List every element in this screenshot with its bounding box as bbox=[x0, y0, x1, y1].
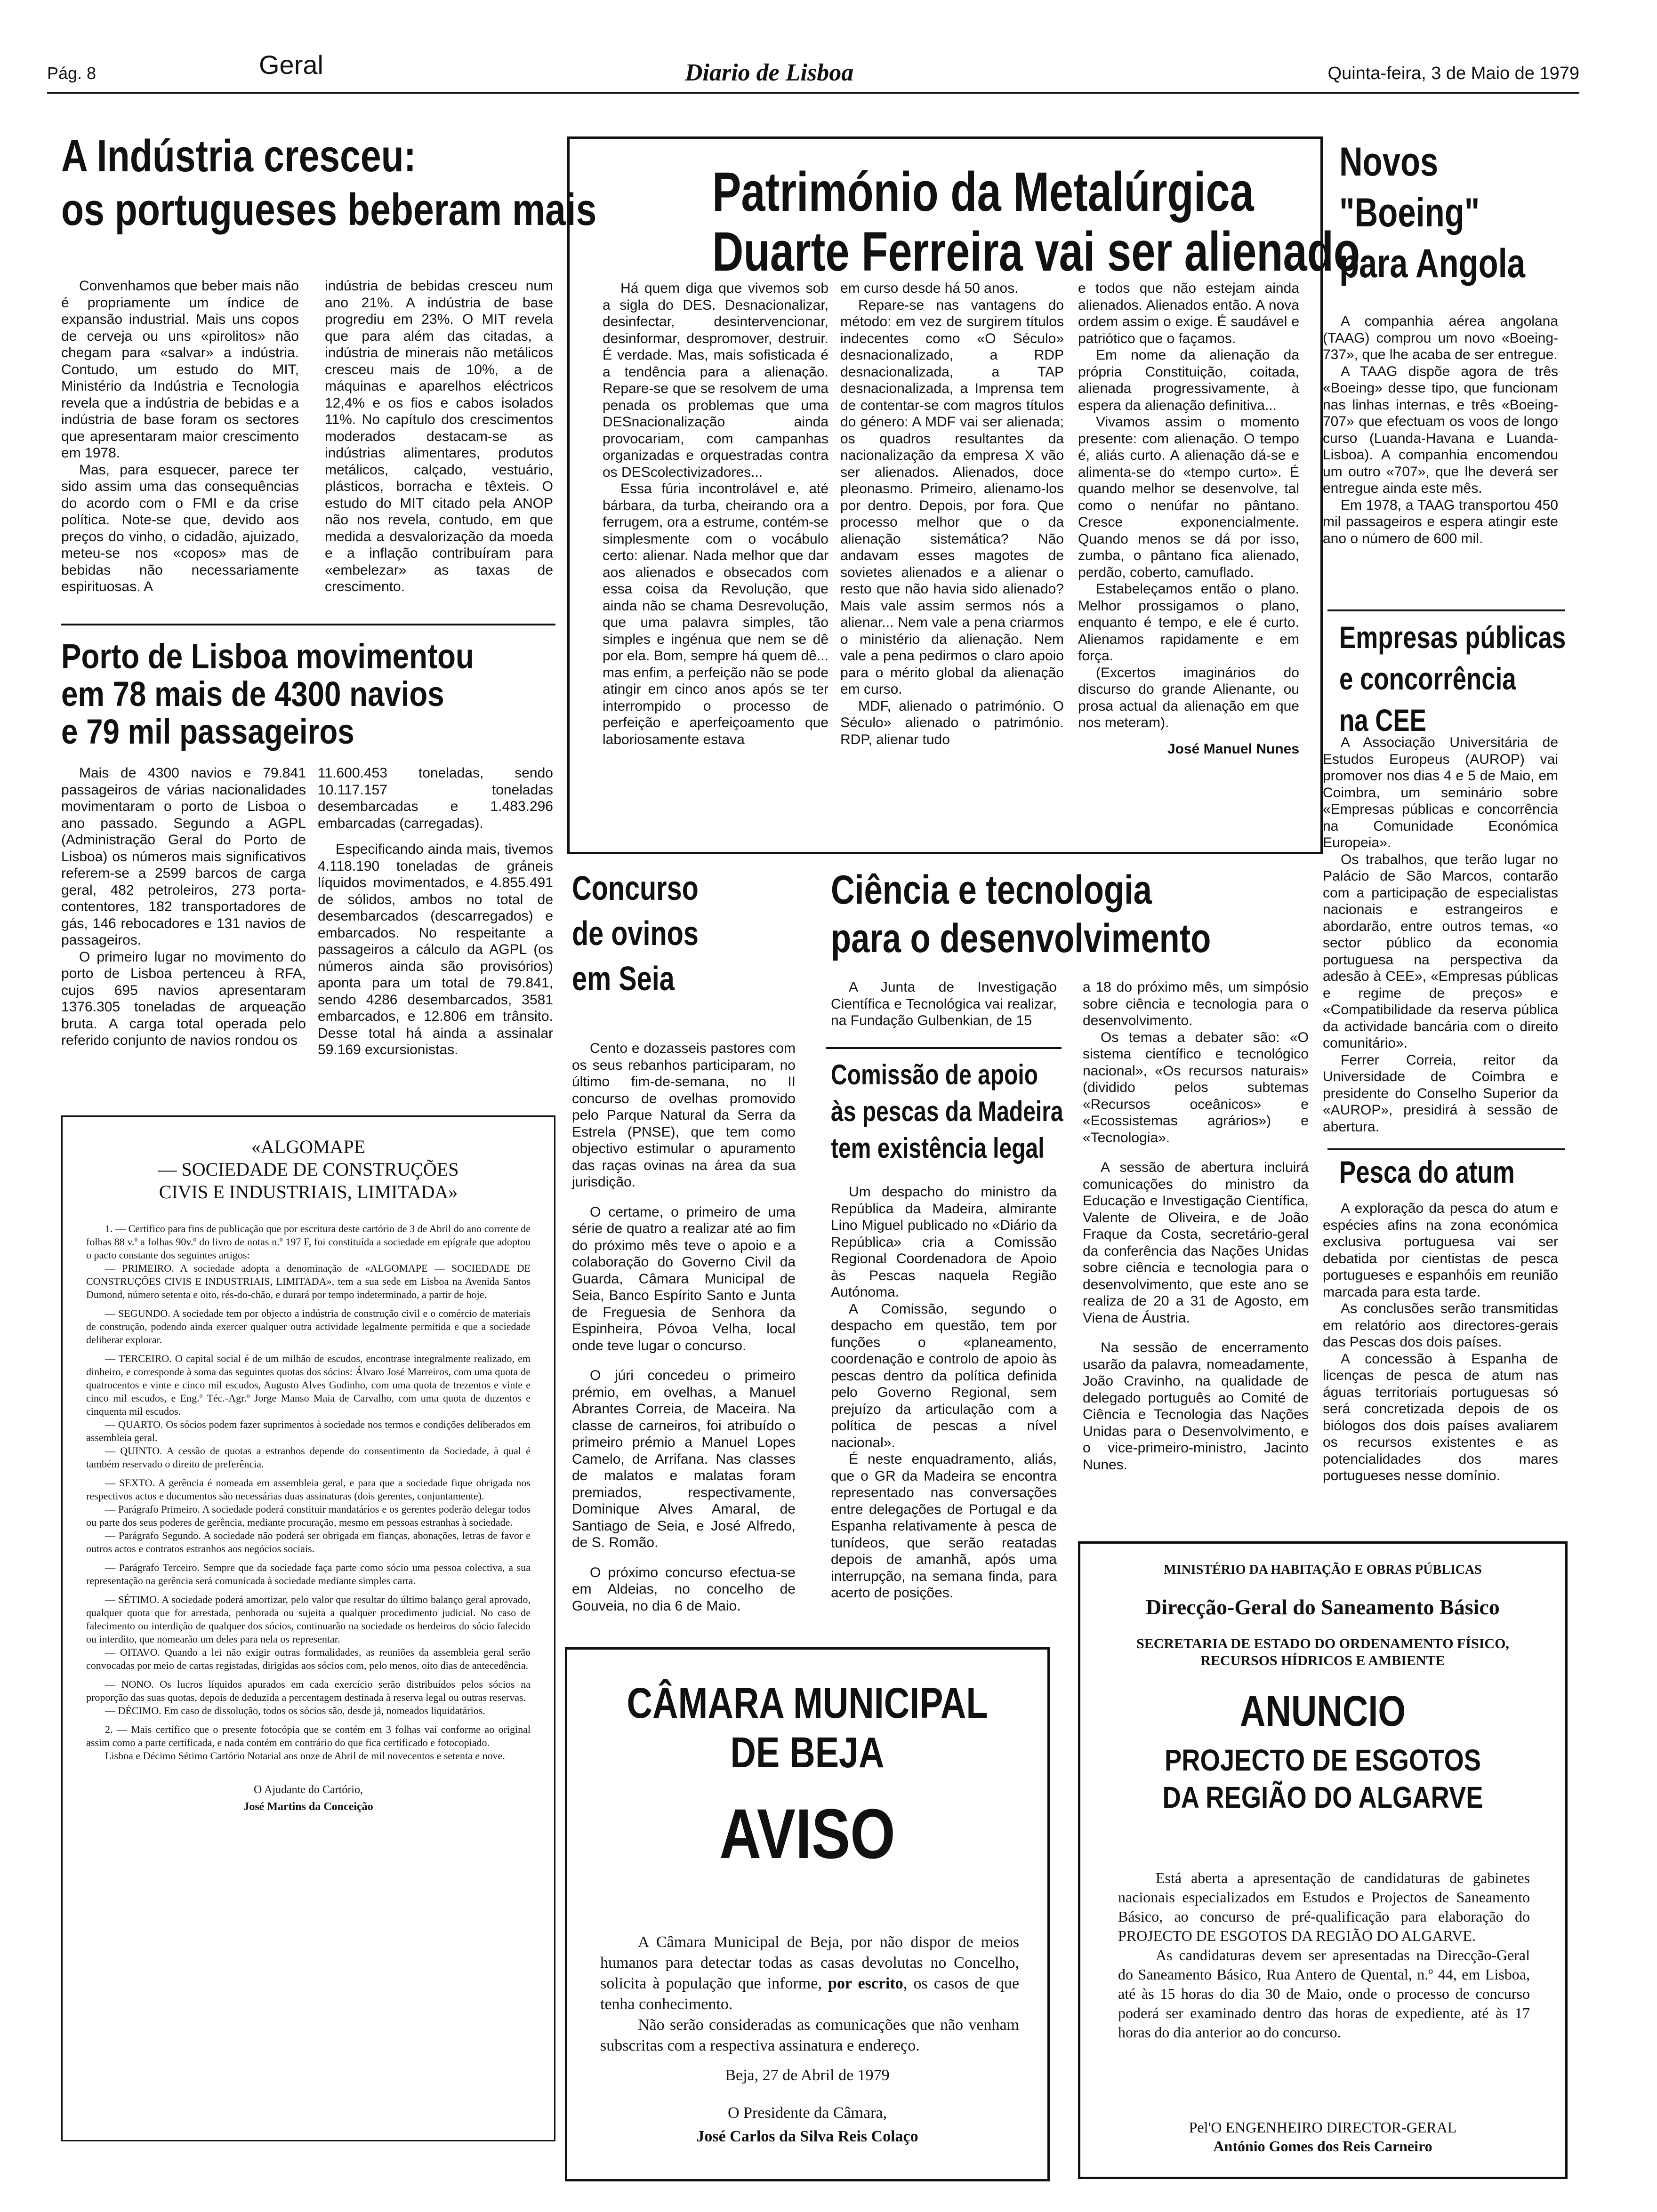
saneamento-projecto-2: DA REGIÃO DO ALGARVE bbox=[1162, 1780, 1483, 1815]
paragraph: Convenhamos que beber mais não é propriamente um índice de expansão industrial. Mais uns copos de cerveja ou uns «pirolitos» não chegam para «salvar» a indústria. Contudo, um estudo do MIT, Ministério da Indústria e Tecnologia revela que a indústria de bebidas e a indústria de base foram os sectores que apresentaram maior crescimento em 1978. bbox=[61, 278, 299, 461]
article-ciencia bbox=[831, 868, 1302, 961]
empresas-headline-3: na CEE bbox=[1339, 703, 1426, 737]
porto-col-1 bbox=[61, 765, 306, 1049]
paragraph: A sessão de abertura incluirá comunicações do ministro da Educação e Investigação Científica, Valente de Oliveira, e de João Fraque da Costa, secretário-geral da conferência das Nações Unidas sobre ciência e tecnologia para o desenvolvimento, que este ano se realiza de 20 a 31 de Agosto, em Viena de Áustria. bbox=[1083, 1160, 1309, 1326]
beja-aviso: AVISO bbox=[719, 1794, 895, 1873]
ciencia-headline-2: para o desenvolvimento bbox=[831, 915, 1211, 961]
metalurgica-col-1 bbox=[603, 280, 828, 748]
paragraph: Ferrer Correia, reitor da Universidade de Coimbra e presidente do Conselho Superior da «AUROP», presidirá à sessão de abertura. bbox=[1323, 1052, 1558, 1135]
saneamento-projecto-1: PROJECTO DE ESGOTOS bbox=[1164, 1743, 1481, 1778]
algomape-signature-role: O Ajudante do Cartório, bbox=[254, 1784, 363, 1796]
metalurgica-author: José Manuel Nunes bbox=[1167, 741, 1299, 757]
industria-col-1 bbox=[61, 278, 299, 595]
article-industria bbox=[61, 131, 597, 235]
saneamento-dg: Direcção-Geral do Saneamento Básico bbox=[1146, 1595, 1500, 1619]
paragraph: — QUARTO. Os sócios podem fazer suprimentos à sociedade nos termos e condições deliberados em assembleia geral. bbox=[86, 1419, 531, 1443]
algomape-title-1: «ALGOMAPE bbox=[251, 1136, 366, 1157]
metalurgica-headline-1: Património da Metalúrgica bbox=[712, 161, 1254, 223]
paragraph: Em nome da alienação da própria Constituição, coitada, alienada progressivamente, à espera da alienação definitiva... bbox=[1078, 347, 1299, 413]
divider bbox=[826, 1047, 1062, 1049]
article-madeira bbox=[831, 1057, 1063, 1167]
boeing-headline-1: Novos bbox=[1339, 139, 1439, 184]
ovinos-headline-2: de ovinos bbox=[572, 915, 699, 953]
paragraph: Mas, para esquecer, parece ter sido assim uma das consequências do acordo com o FMI e da crise política. Note-se que, devido aos preços do vinho, o cidadão, ajuizado, meteu-se nos «copos» mas de bebidas não necessariamente espirituosas. A bbox=[61, 462, 299, 594]
article-porto bbox=[61, 638, 553, 751]
paragraph: — SEGUNDO. A sociedade tem por objecto a indústria de construção civil e o comércio de materiais de construção, podendo ainda exercer qualquer outra actividade legalmente permitida e que a sociedade deliberar explorar. bbox=[86, 1307, 531, 1346]
industria-col-2 bbox=[325, 278, 553, 595]
saneamento-ministry: MINISTÉRIO DA HABITAÇÃO E OBRAS PÚBLICAS bbox=[1164, 1563, 1482, 1577]
paragraph: A exploração da pesca do atum e espécies afins na zona económica exclusiva portuguesa vai ser debatida por cientistas de pesca portugueses e espanhóis em reunião marcada para esta tarde. bbox=[1323, 1201, 1558, 1300]
paragraph: O próximo concurso efectua-se em Aldeias, no concelho de Gouveia, no dia 6 de Maio. bbox=[572, 1564, 796, 1614]
algomape-signature-name: José Martins da Conceição bbox=[243, 1801, 373, 1813]
masthead bbox=[47, 49, 1579, 96]
paragraph: Cento e dozasseis pastores com os seus rebanhos participaram, no último fim-de-semana, no II concurso de ovelhas promovido pelo Parque Natural da Serra da Estrela (PNSE), que tem como objectivo estimular o apuramento das raças ovinas na área da sua jurisdição. bbox=[572, 1041, 796, 1190]
empresas-body bbox=[1323, 734, 1558, 1135]
paragraph: A concessão à Espanha de licenças de pesca de atum nas águas territoriais portuguesas só será concretizada depois de os biólogos dos dois países avaliarem os recursos existentes e as potencialidades dos mares portugueses nesse domínio. bbox=[1323, 1351, 1558, 1483]
atum-body bbox=[1323, 1200, 1558, 1484]
paragraph: Não serão consideradas as comunicações que não venham subscritas com a respectiva assinatura e endereço. bbox=[600, 2016, 1019, 2054]
metalurgica-headline-2: Duarte Ferreira vai ser alienado bbox=[712, 221, 1360, 283]
beja-title-2: DE BEJA bbox=[730, 1729, 885, 1777]
algomape-title-3: CIVIS E INDUSTRIAIS, LIMITADA» bbox=[159, 1181, 458, 1202]
beja-date: Beja, 27 de Abril de 1979 bbox=[725, 2067, 890, 2084]
paragraph: a 18 do próximo mês, um simpósio sobre ciência e tecnologia para o desenvolvimento. bbox=[1083, 979, 1309, 1028]
madeira-headline-2: às pescas da Madeira bbox=[831, 1096, 1063, 1127]
paragraph: 1. — Certifico para fins de publicação que por escritura deste cartório de 3 de Abril do ano corrente de folhas 88 v.º a folhas 90v.º do livro de notas n.º 197 F, foi constituída a sociedade em epígrafe que adoptou o pacto constante dos seguintes artigos: bbox=[86, 1223, 531, 1261]
industria-headline-2: os portugueses beberam mais bbox=[61, 184, 597, 235]
algomape-notice bbox=[61, 1115, 555, 2141]
empresas-headline-1: Empresas públicas bbox=[1339, 620, 1566, 655]
divider bbox=[61, 624, 555, 625]
section-name: Geral bbox=[259, 50, 323, 80]
paragraph: — PRIMEIRO. A sociedade adopta a denominação de «ALGOMAPE — SOCIEDADE DE CONSTRUÇÕES CIVIS E INDUSTRIAIS, LIMITADA», tem a sua sede em Lisboa na Avenida Santos Dumond, número setenta e oito, rés-do-chão, e durará por tempo indeterminado, a partir de hoje. bbox=[86, 1262, 531, 1300]
porto-headline-1: Porto de Lisboa movimentou bbox=[61, 637, 474, 676]
article-atum bbox=[1339, 1155, 1565, 1189]
ciencia-col-2 bbox=[1083, 979, 1309, 1473]
paragraph: O júri concedeu o primeiro prémio, em ovelhas, a Manuel Abrantes Correia, de Maceira. Na classe de carneiros, foi atribuído o primeiro prémio a Manuel Lopes Camelo, de Arrifana. Nas classes de malatos e malatas foram premiados, respectivamente, Dominique Alves Amaral, de Santiago de Seia, e José Alfredo, de S. Romão. bbox=[572, 1368, 796, 1550]
divider bbox=[1327, 1148, 1565, 1150]
boeing-headline-3: para Angola bbox=[1339, 241, 1526, 286]
article-ovinos bbox=[572, 866, 770, 1002]
paragraph: Há quem diga que vivemos sob a sigla do DES. Desnacionalizar, desinfectar, desintervencionar, desinformar, despromover, destruir. É verdade. Mas, mais sofisticada é a tendência para a alienação. Repare-se que se resolvem de uma penada os problemas que uma DESnacionalização ainda provocariam, com campanhas organizadas e orquestradas contra os DEScolectivizadores... bbox=[603, 281, 828, 480]
page-number: Pág. 8 bbox=[47, 64, 97, 83]
paragraph: Vivamos assim o momento presente: com alienação. O tempo é, aliás curto. A alienação dá-se e alimenta-se do «tempo curto». É quando melhor se desenvolve, tal como o nenúfar no pântano. Cresce exponencialmente. Quando menos se dá por isso, zumba, o pântano fica alienado, perdão, coberto, camuflado. bbox=[1078, 414, 1299, 580]
paragraph: Está aberta a apresentação de candidaturas de gabinetes nacionais especializados em Estudos e Projectos de Saneamento Básico, ao concurso de pré-qualificação para elaboração do PROJECTO DE ESGOTOS DA REGIÃO DO ALGARVE. bbox=[1118, 1869, 1530, 1944]
saneamento-anuncio: ANUNCIO bbox=[1239, 1687, 1406, 1735]
paragraph: A Associação Universitária de Estudos Europeus (AUROP) vai promover nos dias 4 e 5 de Maio, em Coimbra, um seminário sobre «Empresas públicas e concorrência na Comunidade Económica Europeia». bbox=[1323, 735, 1558, 850]
madeira-headline-1: Comissão de apoio bbox=[831, 1059, 1038, 1090]
paragraph: Repare-se nas vantagens do método: em vez de surgirem títulos indecentes como «O Século» desnacionalizado, a RDP desnacionalizada, a TAP desnacionalizada, a Imprensa tem de contentar-se com magros títulos do género: A MDF vai ser alienada; os quadros resultantes da nacionalização da empresa X vão ser alienados. Alienados, doce pleonasmo. Primeiro, alienamo-los por dentro. Depois, por fora. Que processo melhor que o da alienação sistemática? Não andavam esses magotes de sovietes alienados e a alienar o resto que não havia sido alienado? Mais vale assim sermos nós a alienar... Nem vale a pena criarmos o ministério da alienação. Nem vale a pena pedirmos o claro apoio para o mérito global da alienação em curso. bbox=[840, 297, 1064, 697]
paragraph: Essa fúria incontrolável e, até bárbara, da turba, cheirando ora a ferrugem, ora a estrume, contém-se simplesmente com o vocábulo certo: alienar. Nada melhor que dar aos alienados e obsecados com essa coisa da Revolução, que ainda não se chama Desrevolução, que uma palavra simples, tão simples e ingénua que nem se dê por ela. Bom, sempre há quem dê... mas enfim, a perfeição não se pode atingir em cinco anos após se ter interrompido o processo de perfeição e aperfeiçoamento que laboriosamente estava bbox=[603, 481, 828, 747]
ovinos-headline-3: em Seia bbox=[572, 960, 675, 998]
paragraph: É neste enquadramento, aliás, que o GR da Madeira se encontra representado nas conversações entre delegações de Portugal e da Espanha relativamente à pesca de tunídeos, que serão reatadas depois de amanhã, após uma interrupção, na semana finda, para acerto de posições. bbox=[831, 1451, 1057, 1601]
paragraph: — NONO. Os lucros líquidos apurados em cada exercício serão distribuídos pelos sócios na proporção das suas quotas, depois de deduzida a percentagem destinada à reserva legal ou outras reservas. bbox=[86, 1678, 531, 1703]
paragraph: — Parágrafo Terceiro. Sempre que da sociedade faça parte como sócio uma pessoa colectiva, a sua representação na gerência será comunicada à sociedade mediante simples carta. bbox=[86, 1562, 531, 1587]
article-empresas bbox=[1339, 617, 1565, 741]
beja-signature-role: O Presidente da Câmara, bbox=[728, 2104, 887, 2122]
boeing-body bbox=[1323, 313, 1558, 547]
paragraph: As conclusões serão transmitidas em relatório aos directores-gerais das Pescas dos dois países. bbox=[1323, 1301, 1558, 1350]
ciencia-col-1 bbox=[831, 979, 1057, 1029]
paragraph: Lisboa e Décimo Sétimo Cartório Notarial aos onze de Abril de mil novecentos e setenta e nove. bbox=[105, 1750, 505, 1762]
paragraph: e todos que não estejam ainda alienados. Alienados então. A nova ordem assim o exige. É saudável e patriótico que o façamos. bbox=[1078, 281, 1299, 346]
paragraph: — DÉCIMO. Em caso de dissolução, todos os sócios são, desde já, nomeados liquidatários. bbox=[105, 1705, 485, 1716]
saneamento-notice bbox=[1078, 1541, 1568, 2179]
article-metalurgica bbox=[567, 136, 1360, 854]
atum-headline: Pesca do atum bbox=[1339, 1154, 1515, 1189]
newspaper-title: Diario de Lisboa bbox=[685, 59, 854, 86]
industria-headline-1: A Indústria cresceu: bbox=[61, 131, 416, 181]
article-boeing bbox=[1339, 136, 1565, 289]
paragraph: 11.600.453 toneladas, sendo 10.117.157 toneladas desembarcadas e 1.483.296 embarcadas (carregadas). bbox=[318, 765, 553, 831]
ovinos-headline-1: Concurso bbox=[572, 870, 699, 907]
paragraph: — SEXTO. A gerência é nomeada em assembleia geral, e para que a sociedade fique obrigada nos respectivos actos e documentos são necessárias duas assinaturas (dois gerentes, conjuntamente). bbox=[86, 1477, 531, 1502]
paragraph: Em 1978, a TAAG transportou 450 mil passageiros e espera atingir este ano o número de 600 mil. bbox=[1323, 497, 1558, 546]
porto-headline-3: e 79 mil passageiros bbox=[61, 712, 354, 751]
paragraph: 2. — Mais certifico que o presente fotocópia que se contém em 3 folhas vai conforme ao original assim como a parte certificada, e nada contém em contrário do que fica certificado e fotocopiado. bbox=[86, 1723, 531, 1748]
saneamento-signature-role: Pel'O ENGENHEIRO DIRECTOR-GERAL bbox=[1189, 2119, 1457, 2136]
beja-signature-name: José Carlos da Silva Reis Colaço bbox=[696, 2128, 918, 2145]
divider bbox=[1327, 609, 1565, 611]
paragraph: — OITAVO. Quando a lei não exigir outras formalidades, as reuniões da assembleia geral serão convocadas por meio de cartas registadas, dirigidas aos sócios com, pelo menos, oito dias de antecedência. bbox=[86, 1646, 531, 1671]
paragraph: Os temas a debater são: «O sistema científico e tecnológico nacional», «Os recursos naturais» (dividido pelos subtemas «Recursos oceânicos» e «Ecossistemas agrários») e «Tecnologia». bbox=[1083, 1029, 1309, 1146]
paragraph: Mais de 4300 navios e 79.841 passageiros de várias nacionalidades movimentaram o porto de Lisboa o ano passado. Segundo a AGPL (Administração Geral do Porto de Lisboa) os números mais significativos referem-se a 2599 barcos de carga geral, 482 petroleiros, 273 porta-contentores, 182 transportadores de gás, 146 rebocadores e 131 navios de passageiros. bbox=[61, 765, 306, 948]
paragraph: Na sessão de encerramento usarão da palavra, nomeadamente, João Cravinho, na qualidade de delegado português ao Comité de Ciência e Tecnologia das Nações Unidas para o Desenvolvimento, e o vice-primeiro-ministro, Jacinto Nunes. bbox=[1083, 1340, 1309, 1473]
paragraph: A Junta de Investigação Científica e Tecnológica vai realizar, na Fundação Gulbenkian, de 15 bbox=[831, 979, 1057, 1028]
metalurgica-col-2 bbox=[840, 280, 1064, 748]
madeira-body bbox=[831, 1184, 1057, 1602]
paragraph: em curso desde há 50 anos. bbox=[840, 281, 1019, 296]
empresas-headline-2: e concorrência bbox=[1339, 661, 1516, 696]
paragraph: A companhia aérea angolana (TAAG) comprou um novo «Boeing-737», que lhe acaba de ser entregue. bbox=[1323, 313, 1558, 362]
paragraph: — TERCEIRO. O capital social é de um milhão de escudos, encontrase integralmente realizado, em dinheiro, e corresponde à soma das seguintes quotas dos sócios: Álvaro José Marreiros, com uma quota de quatrocentos e vinte e cinco mil escudos, Augusto Alves Godinho, com uma quota de trezentos e vinte e cinco mil escudos, e Eng.º Téc.-Agr.º Jorge Manso Maia de Carvalho, com uma quota de duzentos e cinquenta mil escudos. bbox=[86, 1353, 531, 1417]
beja-notice bbox=[565, 1647, 1050, 2181]
paragraph: MDF, alienado o património. O Século» alienado o património. RDP, alienar tudo bbox=[840, 698, 1064, 747]
paragraph: — SÉTIMO. A sociedade poderá amortizar, pelo valor que resultar do último balanço geral aprovado, qualquer quota que for arrestada, penhorada ou sujeita a qualquer procedimento judicial. No caso de falecimento ou interdição de qualquer dos sócios, continuarão na sociedade os herdeiros do sócio falecido ou interdito, que nomearão um deles para nela os representar. bbox=[86, 1594, 531, 1645]
paragraph: — QUINTO. A cessão de quotas a estranhos depende do consentimento da Sociedade, à qual é também reservado o direito de preferência. bbox=[86, 1445, 531, 1470]
paragraph: (Excertos imaginários do discurso do grande Alienante, ou prosa actual da alienação em que nos meteram). bbox=[1078, 665, 1299, 730]
beja-title-1: CÂMARA MUNICIPAL bbox=[627, 1679, 988, 1727]
issue-date: Quinta-feira, 3 de Maio de 1979 bbox=[1327, 64, 1579, 83]
ciencia-headline-1: Ciência e tecnologia bbox=[831, 867, 1152, 913]
paragraph: A Comissão, segundo o despacho em questão, tem por funções o «planeamento, coordenação e controlo de apoio às pescas dentro da política definida pelo Governo Regional, sem prejuízo da articulação com a política de pescas a nível nacional». bbox=[831, 1301, 1057, 1451]
porto-headline-2: em 78 mais de 4300 navios bbox=[61, 674, 444, 713]
paragraph: — Parágrafo Segundo. A sociedade não poderá ser obrigada em fianças, abonações, letras de favor e outros actos e contratos estranhos aos negócios sociais. bbox=[86, 1530, 531, 1555]
paragraph: A Câmara Municipal de Beja, por não dispor de meios humanos para detectar todas as casas devolutas no Concelho, solicita à população que informe, por escrito, os casos de que tenha conhecimento. bbox=[600, 1933, 1019, 2013]
paragraph: Especificando ainda mais, tivemos 4.118.190 toneladas de gráneis líquidos movimentados, e 4.855.491 de sólidos, ambos no total de desembarcados (descarregados) e embarcados. No respeitante a passageiros a cálculo da AGPL (os números ainda são provisórios) aponta para um total de 79.841, sendo 4286 desembarcados, 3581 embarcados, e 12.806 em trânsito. Desse total há ainda a assinalar 59.169 excursionistas. bbox=[318, 842, 553, 1058]
paragraph: Estabeleçamos então o plano. Melhor prossigamos o plano, enquanto é tempo, e ele é curto. Alienamos rapidamente e em força. bbox=[1078, 581, 1299, 664]
paragraph: O certame, o primeiro de uma série de quatro a realizar até ao fim do próximo mês teve o apoio e a colaboração do Governo Civil da Guarda, Câmara Municipal de Seia, Banco Espírito Santo e Junta de Freguesia de Senhora da Espinheira, Póvoa Velha, local onde teve lugar o concurso. bbox=[572, 1204, 796, 1354]
paragraph: As candidaturas devem ser apresentadas na Direcção-Geral do Saneamento Básico, Rua Antero de Quental, n.º 44, em Lisboa, até às 15 horas do dia 30 de Maio, onde o processo de concurso poderá ser examinado dentro das horas de expediente, até às 17 horas do dia anterior ao do concurso. bbox=[1118, 1947, 1530, 2041]
ovinos-body bbox=[572, 1040, 796, 1614]
masthead-rule bbox=[47, 92, 1579, 94]
paragraph: O primeiro lugar no movimento do porto de Lisboa pertenceu à RFA, cujos 695 navios apresentaram 1376.305 toneladas de arqueação bruta. A carga total operada pelo referido conjunto de navios rondou os bbox=[61, 949, 306, 1048]
algomape-title-2: — SOCIEDADE DE CONSTRUÇÕES bbox=[158, 1159, 459, 1180]
madeira-headline-3: tem existência legal bbox=[831, 1132, 1045, 1164]
saneamento-secretaria: SECRETARIA DE ESTADO DO ORDENAMENTO FÍSICO, RECURSOS HÍDRICOS E AMBIENTE bbox=[1136, 1636, 1509, 1668]
porto-col-2 bbox=[318, 765, 553, 1058]
metalurgica-col-3 bbox=[1078, 280, 1299, 757]
paragraph: — Parágrafo Primeiro. A sociedade poderá constituir mandatários e os gerentes poderão delegar todos ou parte dos seus poderes de gerência, mediante procuração, mesmo em pessoas estranhas à sociedade. bbox=[86, 1503, 531, 1528]
paragraph: A TAAG dispõe agora de três «Boeing» desse tipo, que funcionam nas linhas internas, e três «Boeing-707» que efectuam os voos de longo curso (Luanda-Havana e Luanda-Lisboa). A companhia encomendou um outro «707», que lhe deverá ser entregue ainda este mês. bbox=[1323, 363, 1558, 496]
paragraph: Um despacho do ministro da República da Madeira, almirante Lino Miguel publicado no «Diário da República» cria a Comissão Regional Coordenadora de Apoio às Pescas naquela Região Autónoma. bbox=[831, 1184, 1057, 1300]
boeing-headline-2: "Boeing" bbox=[1339, 190, 1480, 235]
paragraph: Os trabalhos, que terão lugar no Palácio de São Marcos, contarão com a participação de especialistas nacionais e estrangeiros e abordarão, entre outros temas, «o sector público da economia portuguesa na perspectiva da adesão à CEE», «Empresas públicas e regime de preços» e «Compatibilidade da reserva pública da actividade bancária com o direito comunitário». bbox=[1323, 851, 1558, 1051]
saneamento-signature-name: António Gomes dos Reis Carneiro bbox=[1213, 2138, 1432, 2155]
paragraph: indústria de bebidas cresceu num ano 21%. A indústria de base progrediu em 23%. O MIT revela que para além das citadas, a indústria de minerais não metálicos cresceu mais de 10%, a de máquinas e aparelhos eléctricos 12,4% e os fios e cabos isolados 11%. No capítulo dos crescimentos moderados destacam-se as indústrias alimentares, produtos metálicos, calçado, vestuário, plásticos, borracha e têxteis. O estudo do MIT citado pela ANOP não nos revela, contudo, em que medida a desvalorização da moeda e a inflação contribuíram para «embelezar» as taxas de crescimento. bbox=[325, 278, 553, 594]
